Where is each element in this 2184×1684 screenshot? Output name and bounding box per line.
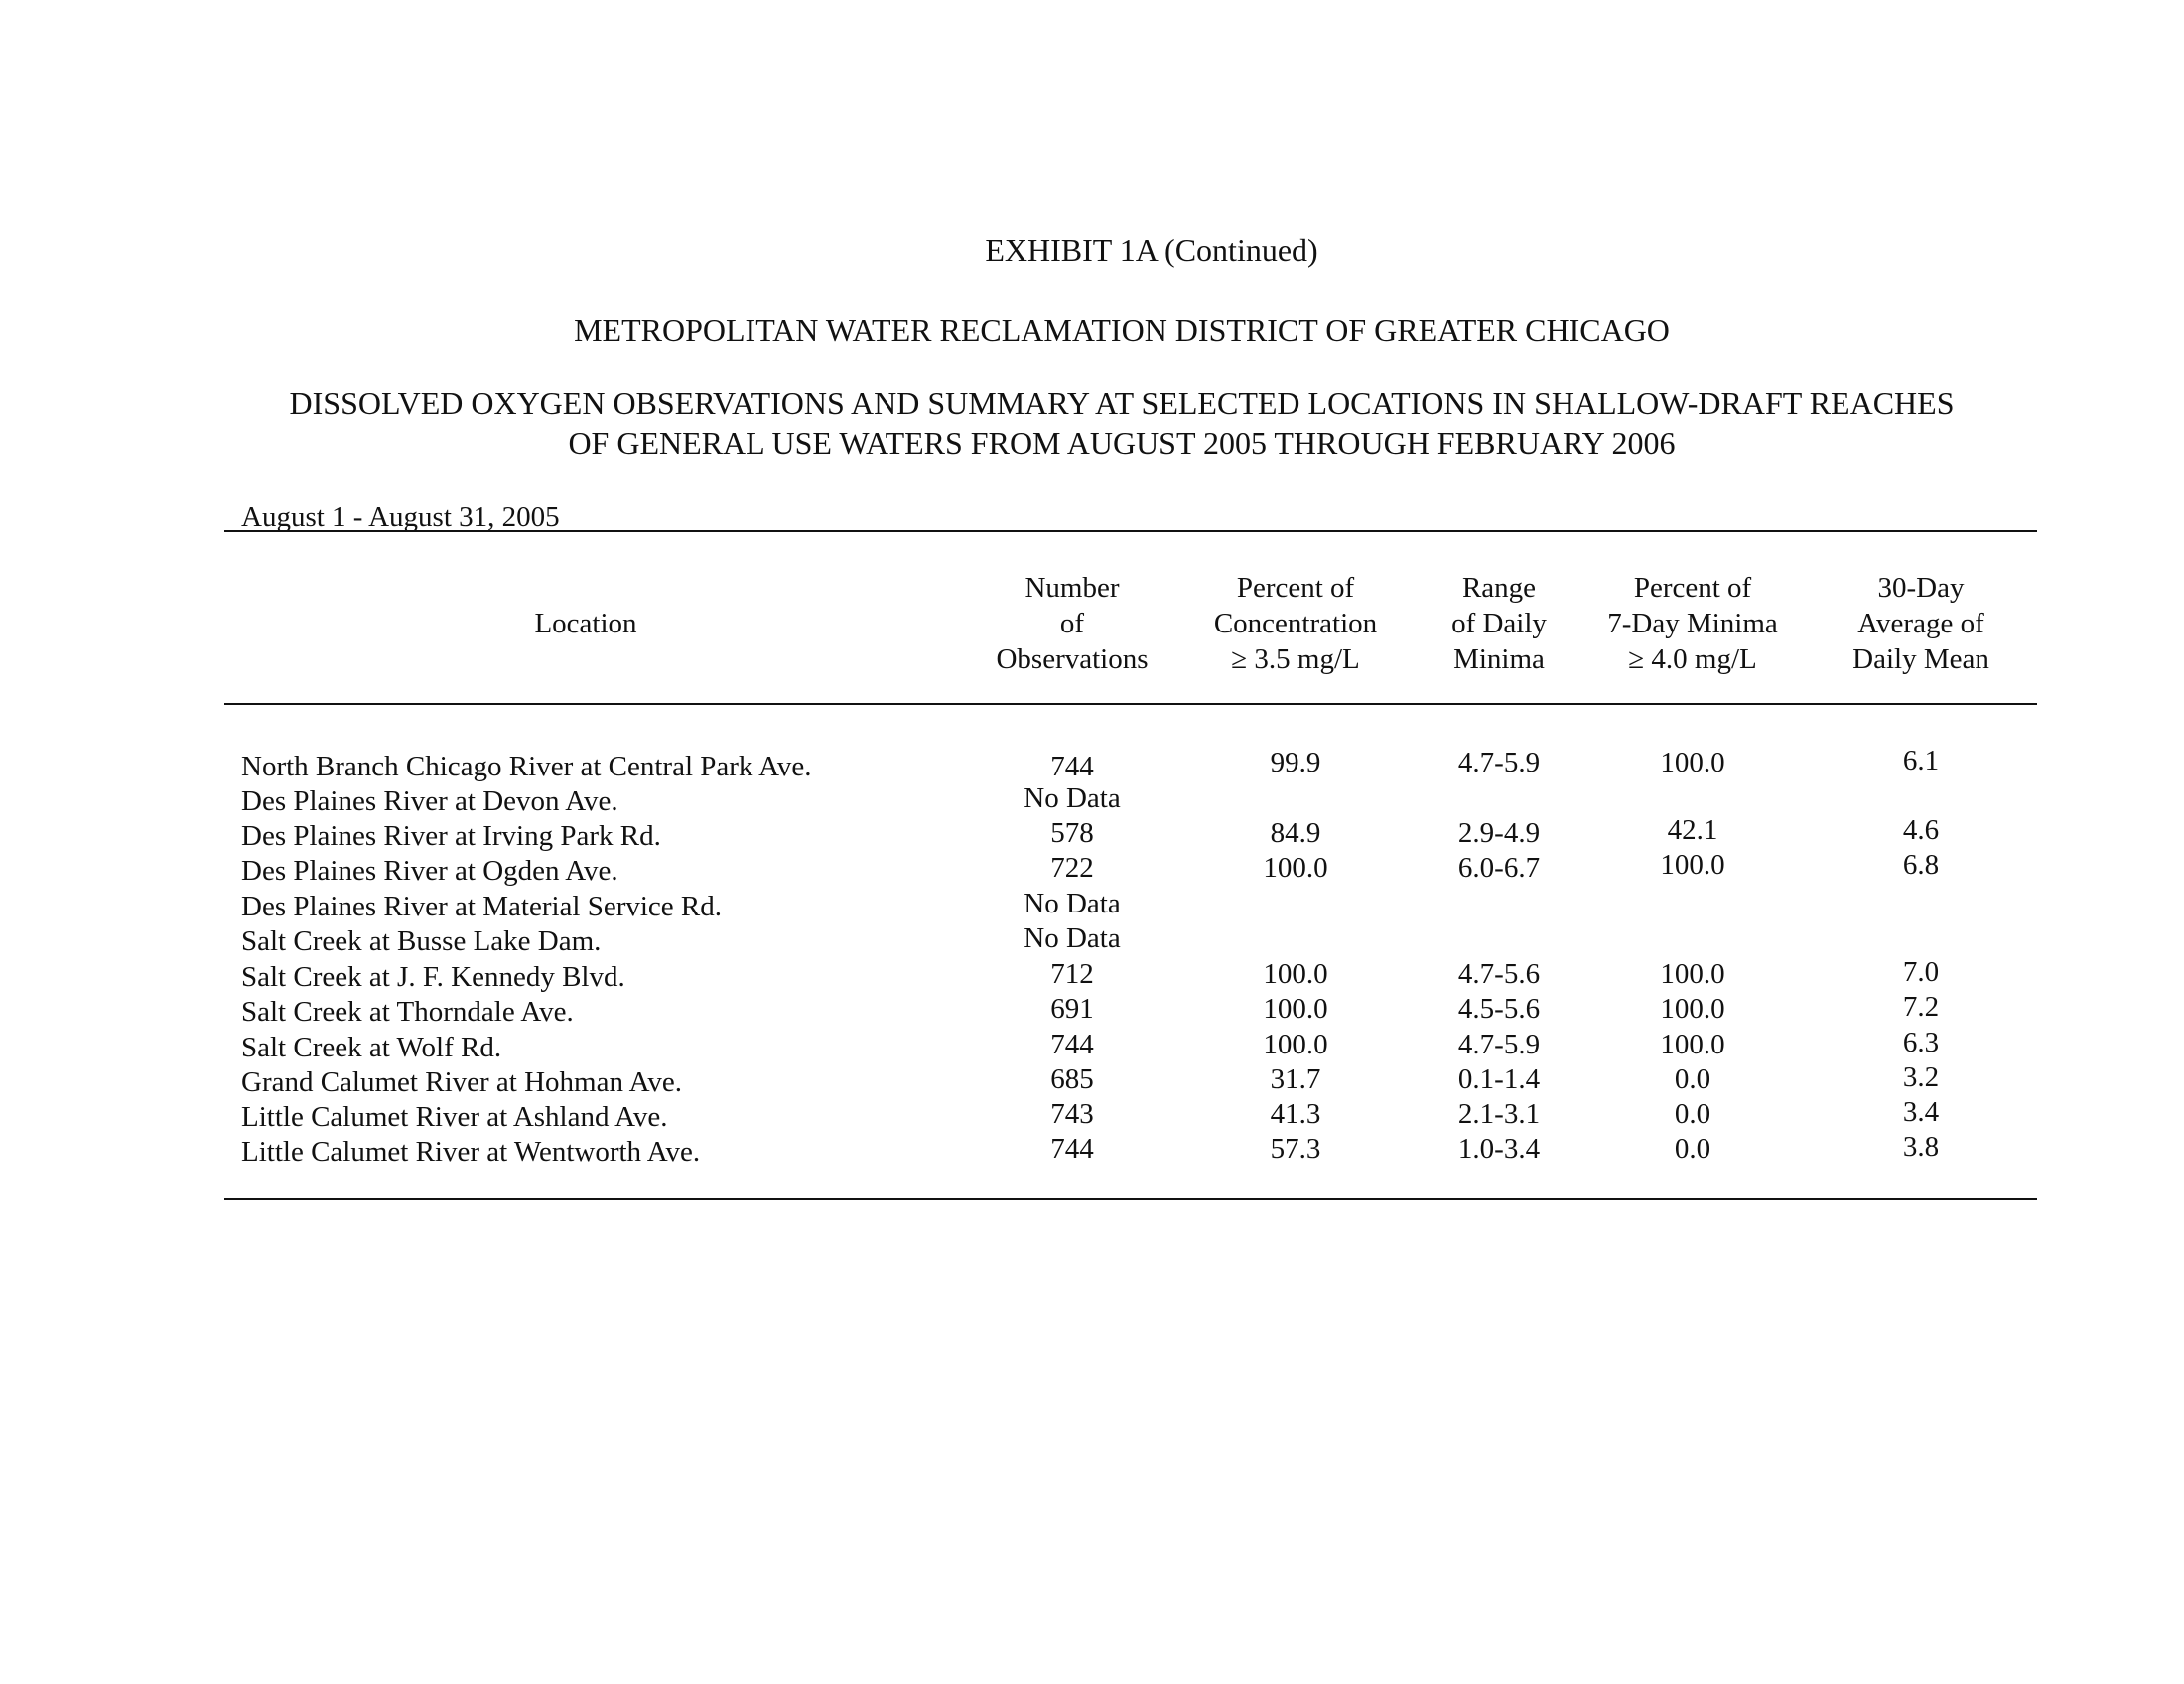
table-top-rule [224, 530, 2037, 532]
cell-observations: 691 [1050, 993, 1094, 1025]
column-header-line: Observations [996, 643, 1149, 675]
column-header-line: Minima [1453, 643, 1545, 675]
column-header-line: ≥ 3.5 mg/L [1231, 643, 1360, 675]
cell-30day-average: 3.8 [1902, 1131, 1940, 1163]
cell-location: Salt Creek at Thorndale Ave. [241, 996, 574, 1028]
column-header-range-daily-minima [1400, 570, 1598, 677]
cell-percent-7day: 100.0 [1660, 993, 1725, 1025]
cell-percent-7day: 100.0 [1660, 849, 1725, 881]
cell-percent-concentration: 84.9 [1270, 817, 1321, 849]
column-header-line: of Daily [1451, 608, 1547, 639]
cell-30day-average: 6.3 [1902, 1027, 1940, 1058]
column-header-line: 7-Day Minima [1607, 608, 1778, 639]
cell-range-minima: 0.1-1.4 [1457, 1063, 1541, 1095]
column-header-30day-average [1817, 570, 2025, 677]
cell-observations: No Data [1024, 922, 1121, 954]
cell-range-minima: 1.0-3.4 [1457, 1133, 1541, 1165]
cell-percent-7day: 0.0 [1674, 1133, 1711, 1165]
column-header-line: Daily Mean [1852, 643, 1989, 675]
column-header-observations [973, 570, 1171, 677]
cell-percent-concentration: 100.0 [1263, 1029, 1328, 1060]
report-description-line-1: DISSOLVED OXYGEN OBSERVATIONS AND SUMMARY AT SELECTED LOCATIONS IN SHALLOW-DRAFT REACHES [289, 385, 1955, 421]
cell-observations: 712 [1050, 958, 1094, 990]
cell-range-minima: 4.7-5.9 [1457, 1029, 1541, 1060]
header-bottom-rule [224, 703, 2037, 705]
cell-range-minima: 4.7-5.9 [1457, 747, 1541, 778]
cell-observations: No Data [1024, 782, 1121, 814]
cell-percent-concentration: 100.0 [1263, 852, 1328, 884]
column-header-location-line: Location [534, 608, 637, 639]
cell-30day-average: 7.0 [1902, 956, 1940, 988]
cell-range-minima: 4.7-5.6 [1457, 958, 1541, 990]
cell-location: Des Plaines River at Ogden Ave. [241, 855, 618, 887]
cell-observations: No Data [1024, 888, 1121, 919]
cell-range-minima: 6.0-6.7 [1457, 852, 1541, 884]
cell-percent-7day: 100.0 [1660, 747, 1725, 778]
cell-range-minima: 2.9-4.9 [1457, 817, 1541, 849]
cell-range-minima: 4.5-5.6 [1457, 993, 1541, 1025]
reporting-period: August 1 - August 31, 2005 [241, 501, 560, 533]
cell-location: Little Calumet River at Wentworth Ave. [241, 1136, 701, 1168]
cell-location: Des Plaines River at Irving Park Rd. [241, 820, 661, 852]
cell-location: Salt Creek at Wolf Rd. [241, 1032, 502, 1063]
table-row [0, 849, 2184, 889]
cell-location: North Branch Chicago River at Central Park Ave. [241, 751, 812, 782]
table-row [0, 889, 2184, 924]
cell-percent-concentration: 100.0 [1263, 993, 1328, 1025]
cell-percent-concentration: 99.9 [1270, 747, 1321, 778]
exhibit-title: EXHIBIT 1A (Continued) [985, 232, 1318, 268]
cell-location: Grand Calumet River at Hohman Ave. [241, 1066, 683, 1098]
cell-location: Des Plaines River at Devon Ave. [241, 785, 618, 817]
cell-30day-average: 4.6 [1902, 814, 1940, 846]
cell-observations: 744 [1050, 1133, 1094, 1165]
cell-percent-7day: 100.0 [1660, 1029, 1725, 1060]
cell-location: Des Plaines River at Material Service Rd. [241, 891, 723, 922]
cell-location: Little Calumet River at Ashland Ave. [241, 1101, 668, 1133]
district-title: METROPOLITAN WATER RECLAMATION DISTRICT OF GREATER CHICAGO [574, 312, 1670, 348]
column-header-line: Percent of [1236, 572, 1355, 604]
cell-range-minima: 2.1-3.1 [1457, 1098, 1541, 1130]
cell-percent-concentration: 41.3 [1270, 1098, 1321, 1130]
column-header-percent-concentration [1191, 570, 1400, 677]
cell-30day-average: 6.8 [1902, 849, 1940, 881]
cell-percent-concentration: 31.7 [1270, 1063, 1321, 1095]
cell-percent-7day: 100.0 [1660, 958, 1725, 990]
column-header-line: Number [1024, 572, 1120, 604]
column-header-line: Concentration [1213, 608, 1378, 639]
cell-30day-average: 3.2 [1902, 1061, 1940, 1093]
column-header-line: Range [1461, 572, 1537, 604]
column-header-percent-7day-minima [1588, 570, 1797, 677]
cell-30day-average: 7.2 [1902, 991, 1940, 1023]
table-bottom-rule [224, 1198, 2037, 1200]
column-header-location [437, 606, 735, 641]
cell-30day-average: 3.4 [1902, 1096, 1940, 1128]
column-header-line: 30-Day [1877, 572, 1965, 604]
cell-location: Salt Creek at J. F. Kennedy Blvd. [241, 961, 625, 993]
cell-percent-7day: 0.0 [1674, 1063, 1711, 1095]
cell-observations: 722 [1050, 852, 1094, 884]
cell-observations: 685 [1050, 1063, 1094, 1095]
column-header-line: Percent of [1633, 572, 1752, 604]
cell-30day-average: 6.1 [1902, 745, 1940, 776]
report-description-line-2: OF GENERAL USE WATERS FROM AUGUST 2005 THROUGH FEBRUARY 2006 [568, 425, 1676, 461]
cell-percent-7day: 0.0 [1674, 1098, 1711, 1130]
cell-observations: 744 [1050, 751, 1094, 782]
cell-location: Salt Creek at Busse Lake Dam. [241, 925, 602, 957]
cell-percent-concentration: 100.0 [1263, 958, 1328, 990]
cell-percent-7day: 42.1 [1667, 814, 1718, 846]
cell-observations: 744 [1050, 1029, 1094, 1060]
column-header-line: of [1059, 608, 1085, 639]
cell-observations: 743 [1050, 1098, 1094, 1130]
cell-percent-concentration: 57.3 [1270, 1133, 1321, 1165]
column-header-line: Average of [1857, 608, 1984, 639]
cell-observations: 578 [1050, 817, 1094, 849]
table-row [0, 745, 2184, 784]
table-row [0, 1131, 2184, 1170]
column-header-line: ≥ 4.0 mg/L [1628, 643, 1757, 675]
